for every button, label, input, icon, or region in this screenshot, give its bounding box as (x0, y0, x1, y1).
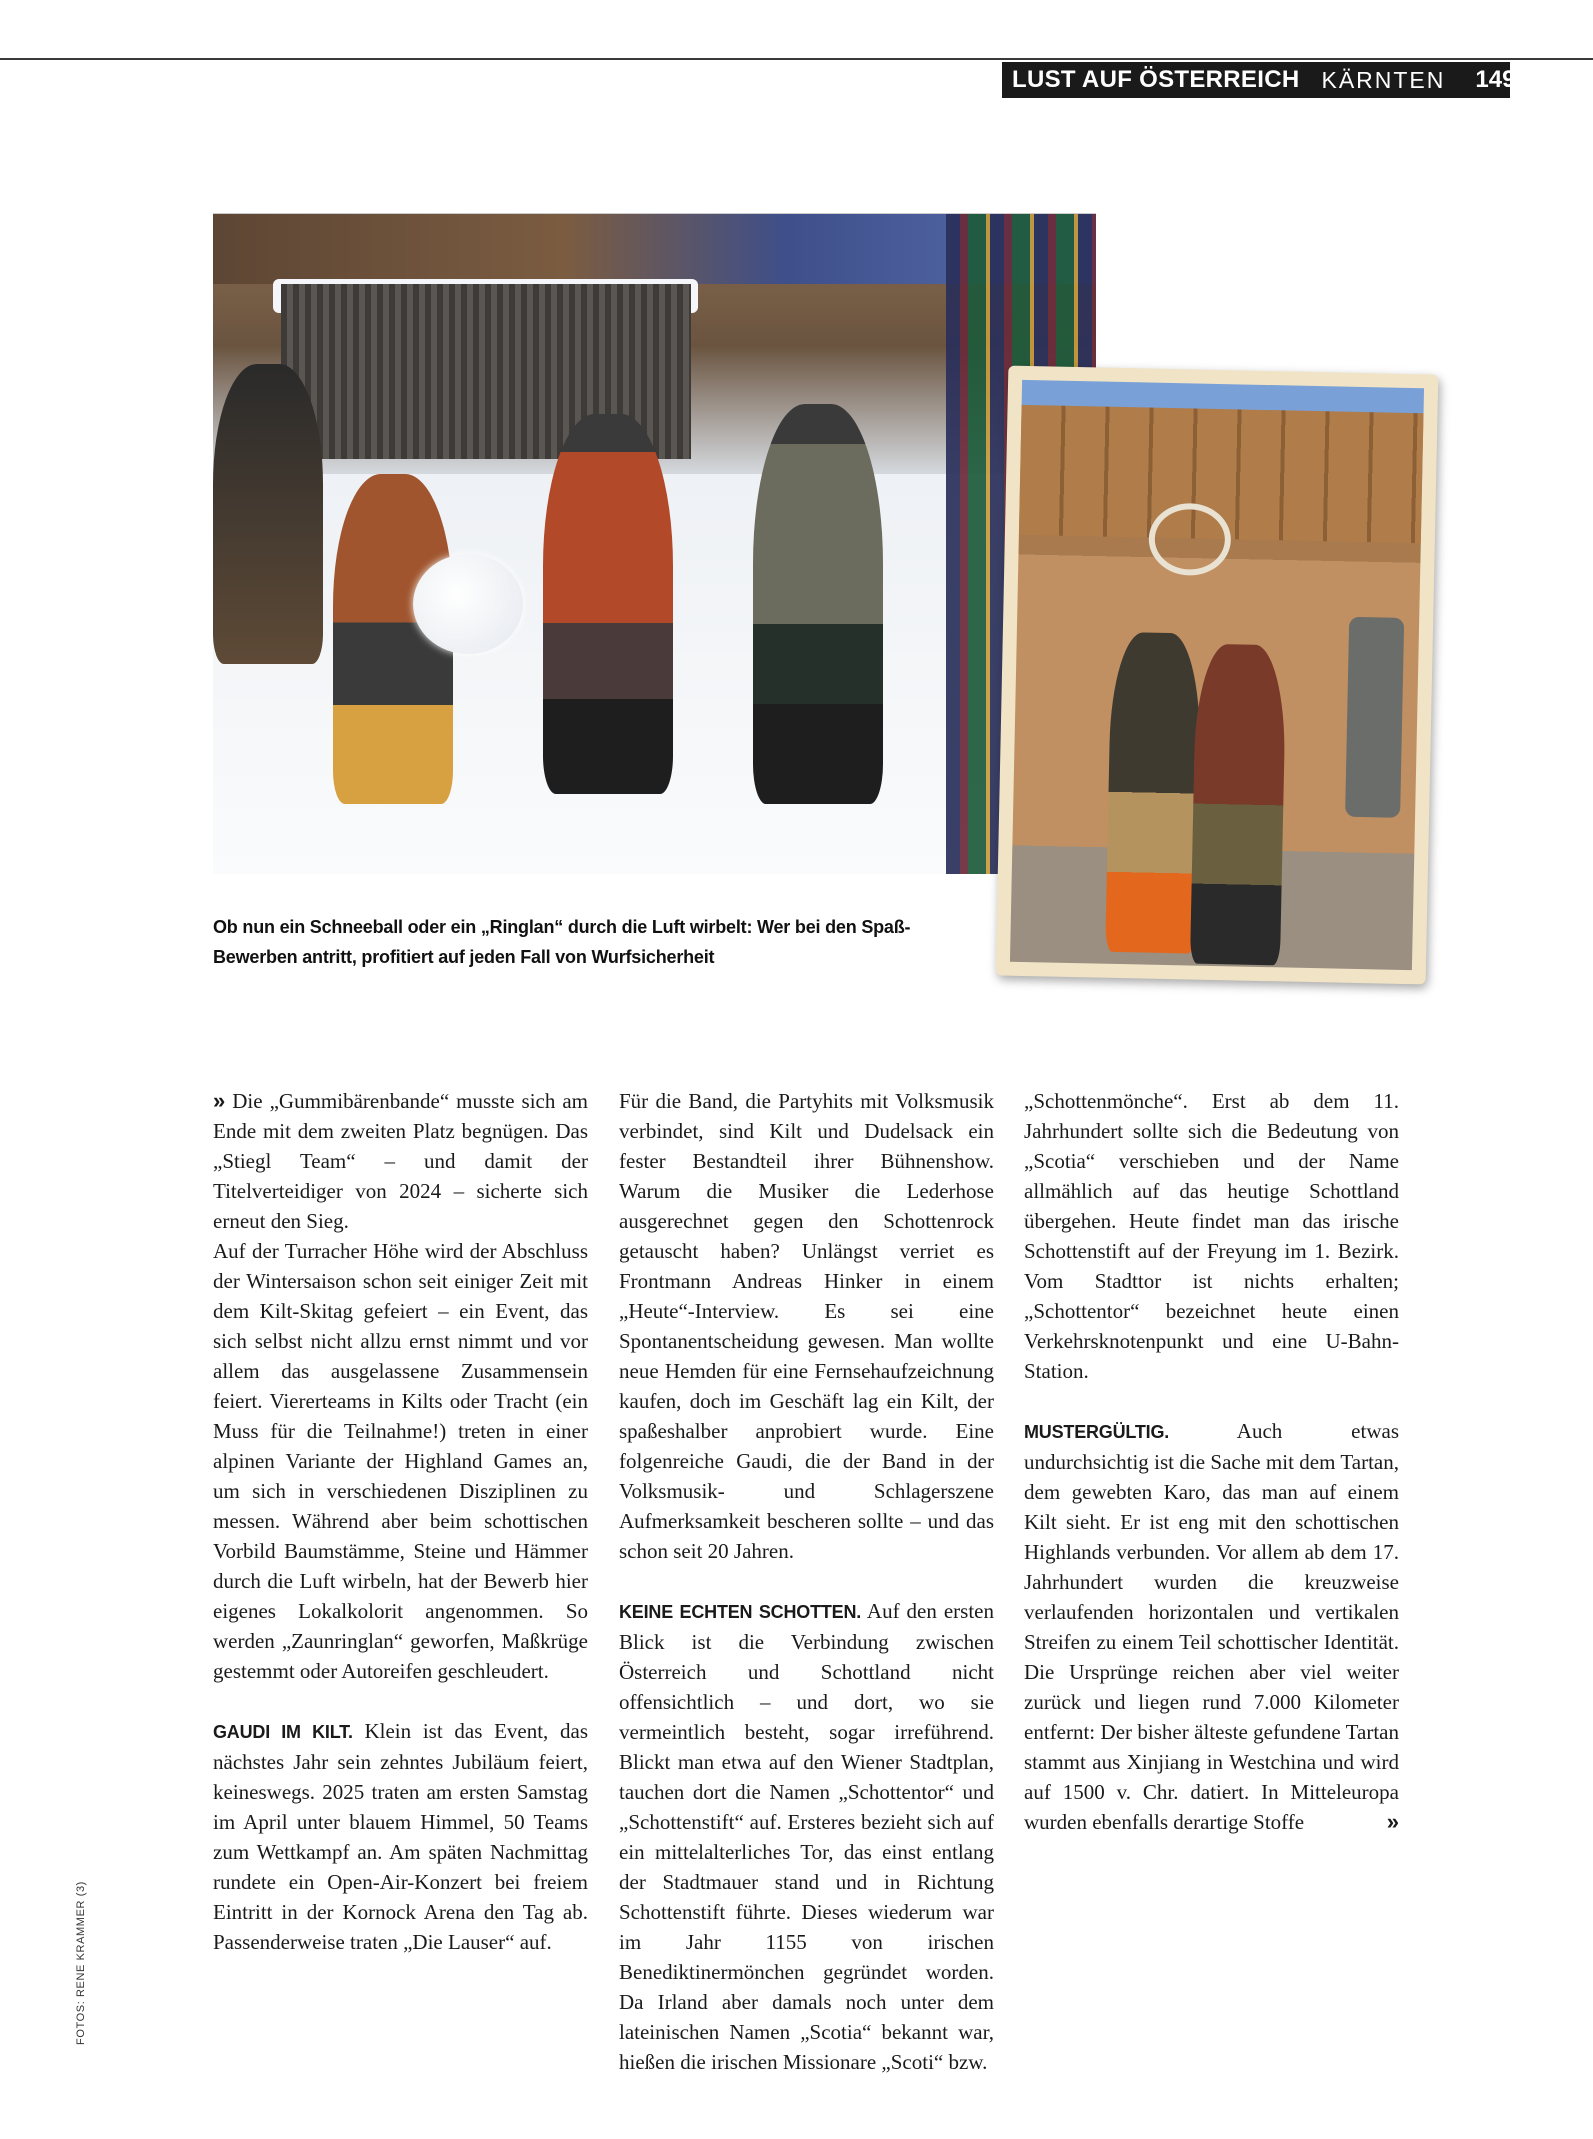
photo-credit: FOTOS: RENE KRAMMER (3) (75, 1881, 87, 2045)
paragraph-text: Für die Band, die Partyhits mit Volksmusik verbindet, sind Kilt und Dudelsack ein fester Bestandteil ihrer Bühnenshow. Warum die Musiker die Lederhose ausgerechnet gegen den Schottenrock getauscht haben? Unlängst verriet es Frontmann Andreas Hinker in einem „Heute“-Interview. Es sei eine Spontanentscheidung gewesen. Man wollte neue Hemden für eine Fernsehaufzeichnung kaufen, doch im Geschäft lag ein Kilt, der spaßeshalber anprobiert wurde. Eine folgenreiche Gaudi, die der Band in der Volksmusik- und Schlagerszene Aufmerksamkeit bescheren sollte – und das schon seit 20 Jahren. (619, 1089, 994, 1563)
header-region: KÄRNTEN (1321, 66, 1446, 93)
article-paragraph (619, 1596, 994, 2077)
article-paragraph (213, 1086, 588, 1236)
photo-snowball (413, 554, 523, 654)
article-paragraph: Auf der Turracher Höhe wird der Abschluss der Wintersaison schon seit einiger Zeit mit dem Kilt-Skitag gefeiert – ein Event, das sich selbst nicht allzu ernst nimmt und vor allem das ausgelassene Zusammensein feiert. Viererteams in Kilts oder Tracht (ein Muss für die Teilnahme!) treten in einer alpinen Variante der Highland Games an, um sich in verschiedenen Disziplinen zu messen. Während aber beim schottischen Vorbild Baumstämme, Steine und Hämmer durch die Luft wirbeln, hat der Bewerb hier eigenes Lokalkolorit angenommen. So werden „Zaunringlan“ geworfen, Maßkrüge gestemmt oder Autoreifen geschleudert. (213, 1239, 588, 1683)
article-column-2 (619, 1086, 994, 2077)
article-paragraph (213, 1716, 588, 1957)
inset-hanging-coat (1345, 617, 1404, 818)
header-section-title: LUST AUF ÖSTERREICH (1012, 66, 1300, 93)
paragraph-text: Auch etwas undurchsichtig ist die Sache mit dem Tartan, dem gewebten Karo, das man auf einem Kilt sieht. Er ist eng mit den schottischen Highlands verbunden. Vor allem ab dem 17. Jahrhundert wurden die kreuzweise verlaufenden horizontalen und vertikalen Streifen zu einem Teil schottischer Identität. Die Ursprünge reichen aber viel weiter zurück und liegen rund 7.000 Kilometer entfernt: Der bisher älteste gefundene Tartan stammt aus Xinjiang in Westchina und wird auf 1500 v. Chr. datiert. In Mitteleuropa wurden ebenfalls derartige Stoffe (1024, 1419, 1399, 1834)
inset-photo-image (1010, 380, 1424, 970)
inset-wreath (1148, 503, 1231, 577)
start-marker: » (213, 1088, 226, 1113)
top-rule (0, 58, 1593, 60)
paragraph-text: Auf den ersten Blick ist die Verbindung zwischen Österreich und Schottland nicht offensichtlich – und dort, wo sie vermeintlich besteht, sogar irreführend. Blickt man etwa auf den Wiener Stadtplan, tauchen dort die Namen „Schottentor“ und „Schottenstift“ auf. Ersteres bezieht sich auf ein mittelalterliches Tor, das einst entlang der Stadtmauer stand und in Richtung Schottenstift führte. Dieses wiederum war im Jahr 1155 von irischen Benediktinermönchen gegründet worden. Da Irland aber damals noch unter dem lateinischen Namen „Scotia“ bekannt war, hießen die irischen Missionare „Scoti“ bzw. (619, 1599, 994, 2074)
subheading: KEINE ECHTEN SCHOTTEN. (619, 1602, 862, 1622)
article-column-3 (1024, 1086, 1399, 1837)
inset-person (1105, 632, 1202, 954)
photo-caption: Ob nun ein Schneeball oder ein „Ringlan“ durch die Luft wirbelt: Wer bei den Spaß-Bewerben antritt, profitiert auf jeden Fall von Wurfsicherheit (213, 917, 911, 967)
article-paragraph (619, 1086, 994, 1566)
paragraph-text: Die „Gummibärenbande“ musste sich am Ende mit dem zweiten Platz begnügen. Das „Stiegl Team“ – und damit der Titelverteidiger von 2024 – sicherte sich erneut den Sieg. (213, 1089, 589, 1233)
article-paragraph (1024, 1416, 1399, 1837)
article-column-1 (213, 1086, 588, 1957)
paragraph-text: Klein ist das Event, das nächstes Jahr sein zehntes Jubiläum feiert, keineswegs. 2025 traten am ersten Samstag im April unter blauem Himmel, 50 Teams zum Wettkampf an. Am späten Nachmittag rundete ein Open-Air-Konzert bei freiem Eintritt in der Kornock Arena den Tag ab. Passenderweise traten „Die Lauser“ auf. (213, 1719, 588, 1954)
photo-person (213, 364, 323, 664)
inset-photo (996, 366, 1439, 985)
photo-person (543, 414, 673, 794)
subheading: GAUDI IM KILT. (213, 1722, 353, 1742)
end-marker: » (1386, 1809, 1399, 1834)
article-paragraph (1024, 1086, 1399, 1386)
subheading: MUSTERGÜLTIG. (1024, 1422, 1170, 1442)
main-photo (213, 213, 1096, 874)
inset-person (1190, 644, 1287, 966)
paragraph-text: „Schottenmönche“. Erst ab dem 11. Jahrhundert sollte sich die Bedeutung von „Scotia“ verschieben und der Name allmählich auf das heutige Schottland übergehen. Heute findet man das irische Schottenstift auf der Freyung im 1. Bezirk. Vom Stadttor ist nichts erhalten; „Schottentor“ bezeichnet heute einen Verkehrsknotenpunkt und eine U-Bahn-Station. (1024, 1089, 1399, 1383)
running-header (1002, 62, 1516, 98)
photo-person (753, 404, 883, 804)
page-number: 149 (1475, 66, 1516, 93)
